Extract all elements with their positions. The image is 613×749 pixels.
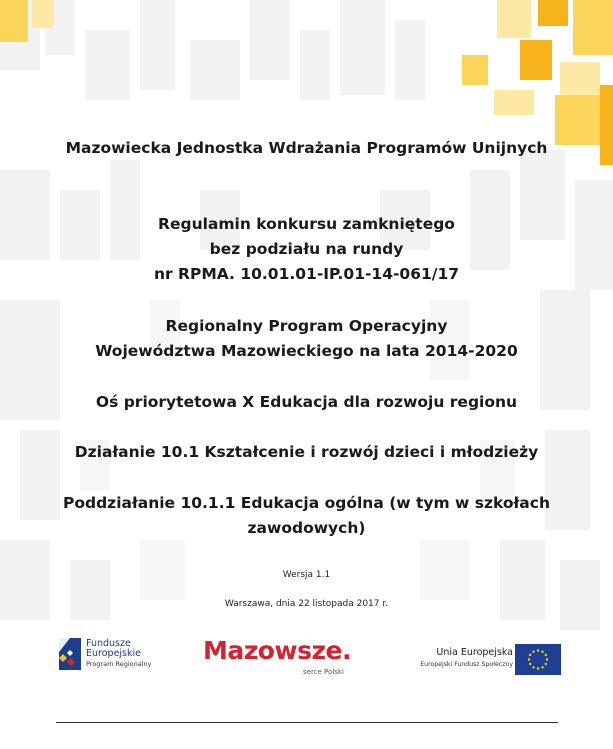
funds-logo: [57, 636, 177, 676]
version-label: Wersja 1.1: [282, 570, 331, 580]
title-line-2: bez podziału na rundy: [209, 240, 404, 258]
mazowsze-logo-sub: serce Polski: [303, 668, 344, 676]
date-label: Warszawa, dnia 22 listopada 2017 r.: [224, 599, 389, 609]
measure: Działanie 10.1 Kształcenie i rozwój dzieci i młodzieży: [74, 443, 539, 461]
funds-logo-icon: [57, 636, 83, 672]
submeasure-line-1: Poddziałanie 10.1.1 Edukacja ogólna (w tym w szkołach: [62, 494, 550, 512]
logo-bar: [0, 632, 613, 682]
priority-axis: Oś priorytetowa X Edukacja dla rozwoju regionu: [95, 393, 518, 411]
organization-name: Mazowiecka Jednostka Wdrażania Programów Unijnych: [65, 139, 548, 157]
mazowsze-logo: [203, 636, 363, 680]
program-line-1: Regionalny Program Operacyjny: [165, 317, 448, 335]
footer-divider: [56, 722, 558, 723]
eu-logo-sub: Europejski Fundusz Społeczny: [420, 661, 513, 668]
title-line-1: Regulamin konkursu zamkniętego: [158, 215, 455, 233]
submeasure-line-2: zawodowych): [247, 519, 366, 537]
title-line-3: nr RPMA. 10.01.01-IP.01-14-061/17: [153, 265, 460, 283]
eu-logo: [405, 644, 565, 680]
funds-logo-line2: Europejskie: [86, 648, 141, 659]
eu-flag-icon: [515, 644, 561, 675]
funds-logo-line1: Fundusze: [86, 638, 131, 649]
mazowsze-logo-icon: Mazowsze.: [203, 636, 351, 665]
funds-logo-line3: Program Regionalny: [86, 660, 152, 668]
program-line-2: Województwa Mazowieckiego na lata 2014-2020: [95, 342, 518, 360]
eu-logo-main: Unia Europejska: [436, 647, 513, 658]
